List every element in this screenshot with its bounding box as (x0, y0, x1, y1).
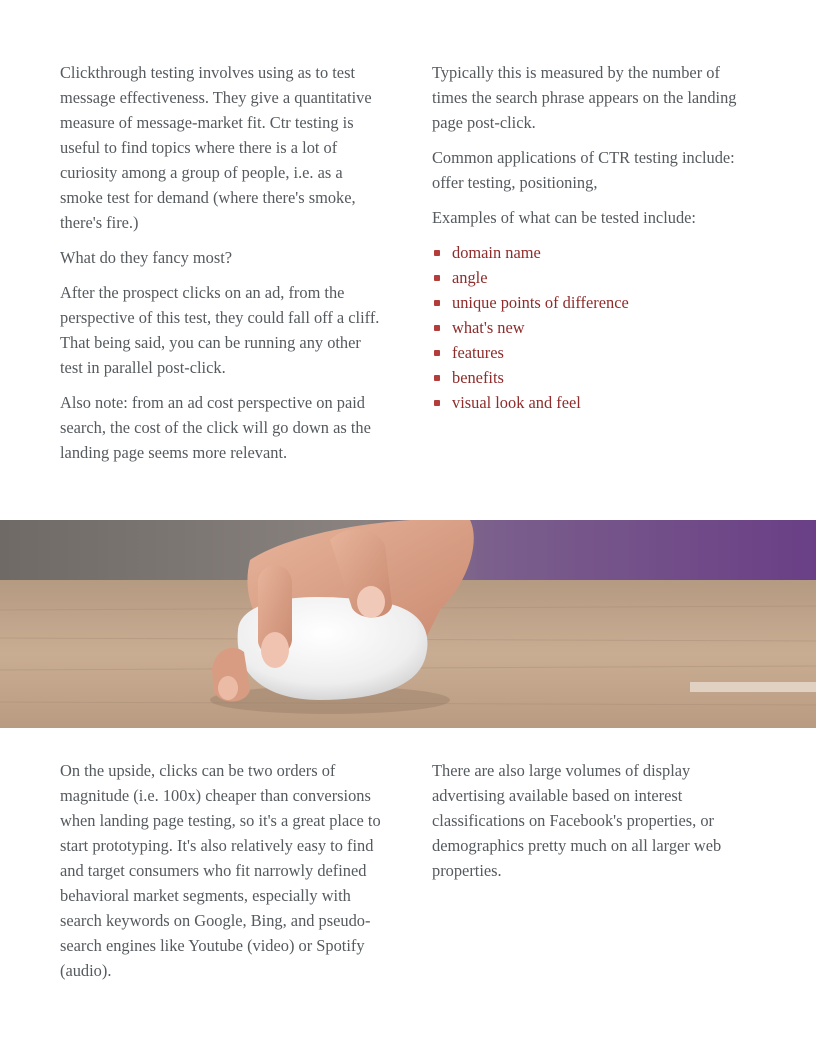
paragraph: There are also large volumes of display advertising available based on interest classifications on Facebook's properties, or demographics pretty much on all larger web properties. (432, 761, 722, 880)
list-item-label: what's new (452, 318, 525, 337)
bottom-right-column (432, 758, 757, 893)
paragraph: On the upside, clicks can be two orders of magnitude (i.e. 100x) cheaper than conversions when landing page testing, so it's a great place to start prototyping. It's also relatively easy to find and target consumers who fit narrowly defined behavioral market segments, especially with search keywords on Google, Bing, and pseudo-search engines like Youtube (video) or Spotify (audio). (60, 761, 381, 980)
list-item (432, 315, 757, 340)
bullet-icon (434, 400, 440, 406)
top-left-column (60, 60, 385, 475)
bullet-icon (434, 375, 440, 381)
examples-list (432, 240, 757, 415)
bullet-icon (434, 350, 440, 356)
list-item-label: features (452, 343, 504, 362)
paragraph: Also note: from an ad cost perspective on paid search, the cost of the click will go down as the landing page seems more relevant. (60, 393, 371, 462)
bullet-icon (434, 300, 440, 306)
bullet-icon (434, 250, 440, 256)
paragraph: Common applications of CTR testing include: offer testing, positioning, (432, 148, 735, 192)
list-item (432, 390, 757, 415)
paragraph: What do they fancy most? (60, 248, 233, 267)
list-item-label: angle (452, 268, 488, 287)
paragraph: Clickthrough testing involves using as to test message effectiveness. They give a quantitative measure of message-market fit. Ctr testing is useful to find topics where there is a lot of curiosity among a group of people, i.e. as a smoke test for demand (where there's smoke, there's fire.) (60, 63, 372, 232)
bullet-icon (434, 275, 440, 281)
paragraph: Examples of what can be tested include: (432, 208, 696, 227)
top-right-column (432, 60, 757, 415)
list-item (432, 240, 757, 265)
list-item-label: benefits (452, 368, 504, 387)
paragraph: Typically this is measured by the number of times the search phrase appears on the landing page post-click. (432, 63, 737, 132)
bottom-left-column (60, 758, 385, 993)
list-item (432, 290, 757, 315)
list-item-label: visual look and feel (452, 393, 581, 412)
list-item (432, 265, 757, 290)
list-item-label: domain name (452, 243, 541, 262)
hand-on-mouse-photo (0, 520, 816, 728)
bullet-icon (434, 325, 440, 331)
paragraph: After the prospect clicks on an ad, from the perspective of this test, they could fall off a cliff. That being said, you can be running any other test in parallel post-click. (60, 283, 380, 377)
list-item (432, 365, 757, 390)
list-item-label: unique points of difference (452, 293, 629, 312)
list-item (432, 340, 757, 365)
